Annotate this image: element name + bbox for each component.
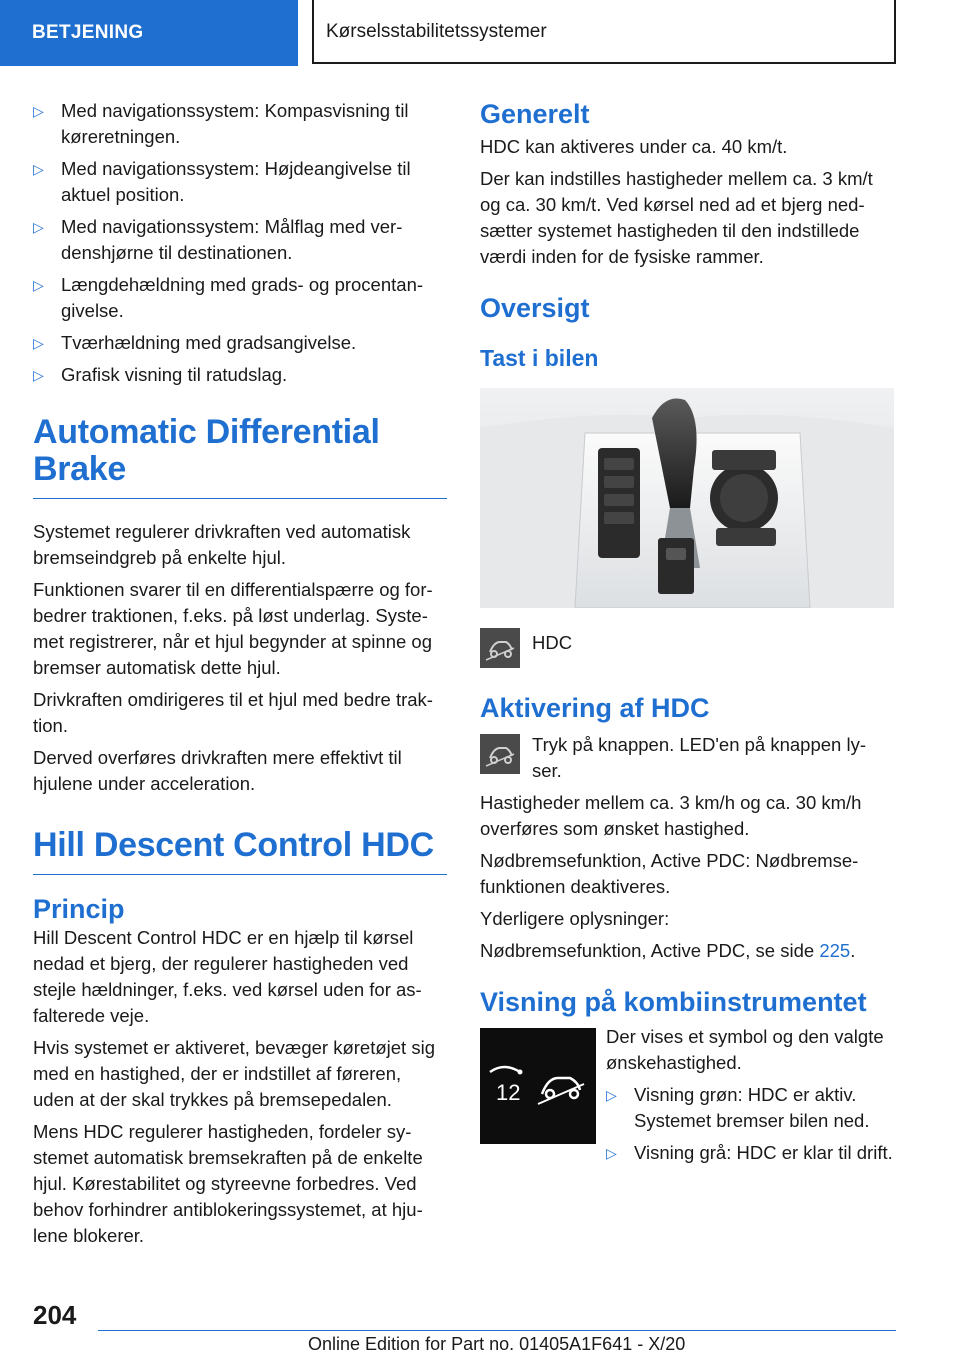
kombi-description: [606, 1024, 894, 1172]
oversigt-heading: Oversigt: [480, 293, 590, 323]
triangle-bullet-icon: ▷: [33, 161, 44, 177]
triangle-bullet-icon: ▷: [606, 1145, 617, 1161]
list-item: ▷ Grafisk visning til ratudslag.: [33, 362, 447, 388]
visning-heading: Visning på kombiinstrumentet: [480, 987, 867, 1017]
hdc-button-icon: [480, 734, 520, 774]
left-column: [33, 98, 447, 1255]
adb-paragraph: Derved overføres drivkraften mere effektivt til hjulene under acceleration.: [33, 747, 402, 794]
list-item: ▷ Visning grøn: HDC er aktiv. Systemet bremser bilen ned.: [606, 1084, 870, 1131]
aktivering-heading: Aktivering af HDC: [480, 693, 710, 723]
instrument-cluster-display: [480, 1028, 596, 1144]
generelt-paragraph: HDC kan aktiveres under ca. 40 km/t.: [480, 136, 788, 157]
generelt-paragraph: Der kan indstilles hastigheder mellem ca. 3 km/t og ca. 30 km/t. Ved kørsel ned ad et bjerg ned-sætter systemet hastigheden til den indstillede værdi inden for de fysiske rammer.: [480, 168, 873, 267]
footer-divider: [98, 1330, 896, 1331]
princip-heading: Princip: [33, 894, 125, 924]
page-number: 204: [33, 1300, 77, 1330]
kombi-row: [480, 1024, 894, 1172]
visning-intro: Der vises et symbol og den valgte ønskehastighed.: [606, 1026, 884, 1073]
center-console-illustration: [480, 388, 894, 608]
hdc-paragraph: Hvis systemet er aktiveret, bevæger køretøjet sig med en hastighed, der er indstillet af føreren, uden at der skal trykkes på bremsepedalen.: [33, 1037, 435, 1110]
adb-paragraph: Funktionen svarer til en differentialspærre og for-bedrer traktionen, f.eks. på løst underlag. Syste-met registrerer, når et hjul begynder at spinne og bremser automatisk dette hjul.: [33, 579, 433, 678]
adb-title: Automatic Differential Brake: [33, 414, 447, 499]
hdc-button-label: HDC: [532, 632, 573, 653]
generelt-heading: Generelt: [480, 99, 590, 129]
adb-paragraph: Systemet regulerer drivkraften ved automatisk bremseindgreb på enkelte hjul.: [33, 521, 411, 568]
list-item: ▷ Med navigationssystem: Højdeangivelse til aktuel position.: [33, 158, 411, 205]
list-item: ▷ Længdehældning med grads- og procentan-givelse.: [33, 274, 424, 321]
triangle-bullet-icon: ▷: [606, 1087, 617, 1103]
activation-text: Tryk på knappen. LED'en på knappen ly-ser.: [532, 734, 866, 781]
display-speed: 12: [496, 1080, 521, 1105]
triangle-bullet-icon: ▷: [33, 219, 44, 235]
hdc-paragraph: Hill Descent Control HDC er en hjælp til kørsel nedad et bjerg, der regulerer hastigheden ved stejle hældninger, f.eks. ved kørsel uden for as-falterede veje.: [33, 927, 422, 1026]
page-link[interactable]: 225: [819, 940, 851, 961]
right-column: [480, 98, 894, 1172]
list-item: ▷ Tværhældning med gradsangivelse.: [33, 330, 447, 356]
hdc-title: Hill Descent Control HDC: [33, 827, 447, 875]
hdc-paragraph: Mens HDC regulerer hastigheden, fordeler sy-stemet automatisk bremsekraften på de enkelte hjul. Kørestabilitet og styreevne forbedres. Ved behov forhindrer antiblokeringssystemet, at hju-lene blokerer.: [33, 1121, 423, 1246]
triangle-bullet-icon: ▷: [33, 277, 44, 293]
header-chapter-title: Kørselsstabilitetssystemer: [312, 0, 896, 64]
triangle-bullet-icon: ▷: [33, 103, 44, 119]
list-item: ▷ Med navigationssystem: Målflag med ver-denshjørne til destinationen.: [33, 216, 403, 263]
header-section-tab: BETJENING: [0, 0, 298, 66]
visning-bullet-list: [606, 1082, 894, 1166]
tast-i-bilen-heading: Tast i bilen: [480, 345, 599, 371]
page-reference: Nødbremsefunktion, Active PDC, se side 225.: [480, 940, 856, 961]
triangle-bullet-icon: ▷: [33, 367, 44, 383]
display-bullet-list: [33, 98, 447, 388]
aktivering-paragraph: Yderligere oplysninger:: [480, 908, 670, 929]
adb-paragraph: Drivkraften omdirigeres til et hjul med bedre trak-tion.: [33, 689, 433, 736]
aktivering-paragraph: Hastigheder mellem ca. 3 km/h og ca. 30 km/h overføres som ønsket hastighed.: [480, 792, 862, 839]
activation-row: [480, 732, 894, 790]
list-item: ▷ Med navigationssystem: Kompasvisning til køreretningen.: [33, 100, 409, 147]
hdc-button-row: [480, 626, 894, 668]
footer-edition: Online Edition for Part no. 01405A1F641 - X/20: [308, 1334, 686, 1354]
aktivering-paragraph: Nødbremsefunktion, Active PDC: Nødbremse-funktionen deaktiveres.: [480, 850, 859, 897]
list-item: ▷ Visning grå: HDC er klar til drift.: [606, 1140, 894, 1166]
hdc-button-icon: [480, 628, 520, 668]
triangle-bullet-icon: ▷: [33, 335, 44, 351]
center-console-photo: [480, 388, 894, 608]
